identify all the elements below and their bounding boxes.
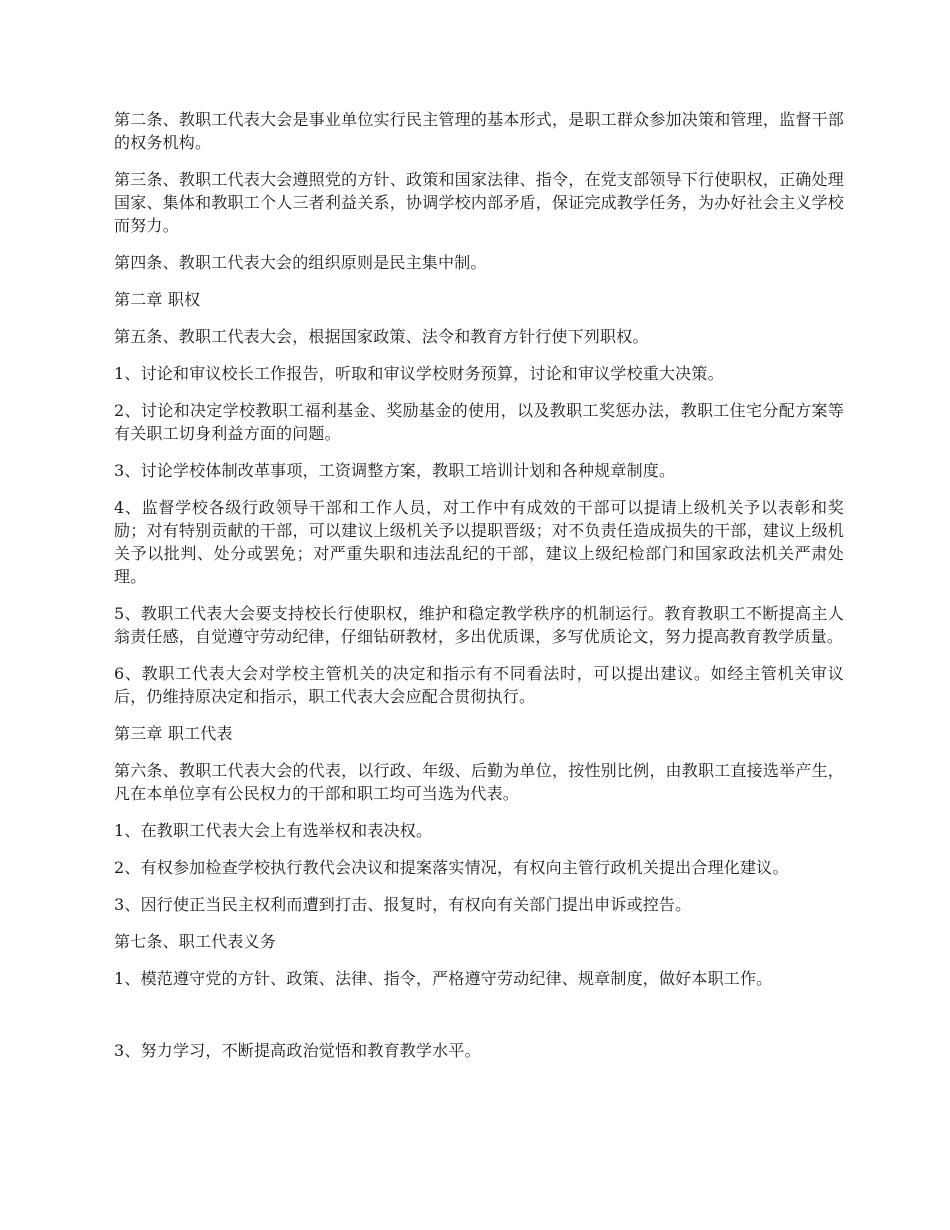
list-item: 2、有权参加检查学校执行教代会决议和提案落实情况，有权向主管行政机关提出合理化建议。 xyxy=(114,858,789,877)
paragraph-article-6: 第六条、教职工代表大会的代表，以行政、年级、后勤为单位，按性别比例，由教职工直接选举产生，凡在本单位享有公民权力的干部和职工均可当选为代表。 xyxy=(114,761,844,803)
list-item: 1、模范遵守党的方针、政策、法律、指令，严格遵守劳动纪律、规章制度，做好本职工作。 xyxy=(114,969,773,988)
list-item: 2、讨论和决定学校教职工福利基金、奖励基金的使用，以及教职工奖惩办法，教职工住宅分配方案等有关职工切身利益方面的问题。 xyxy=(114,401,844,443)
chapter-heading-3: 第三章 职工代表 xyxy=(114,724,233,743)
paragraph-article-2: 第二条、教职工代表大会是事业单位实行民主管理的基本形式，是职工群众参加决策和管理，监督干部的权务机构。 xyxy=(114,110,844,152)
list-item: 1、在教职工代表大会上有选举权和表决权。 xyxy=(114,821,433,840)
paragraph-article-5: 第五条、教职工代表大会，根据国家政策、法令和教育方针行使下列职权。 xyxy=(114,327,649,346)
list-item: 3、讨论学校体制改革事项，工资调整方案，教职工培训计划和各种规章制度。 xyxy=(114,461,676,480)
chapter-heading-2: 第二章 职权 xyxy=(114,290,201,309)
document-body xyxy=(114,108,844,1076)
paragraph-article-7: 第七条、职工代表义务 xyxy=(114,932,277,951)
list-item: 3、因行使正当民主权利而遭到打击、报复时，有权向有关部门提出申诉或控告。 xyxy=(114,895,692,914)
list-item: 1、讨论和审议校长工作报告，听取和审议学校财务预算，讨论和审议学校重大决策。 xyxy=(114,364,724,383)
paragraph-article-3: 第三条、教职工代表大会遵照党的方针、政策和国家法律、指令，在党支部领导下行使职权，正确处理国家、集体和教职工个人三者利益关系，协调学校内部矛盾，保证完成教学任务，为办好社会主义学校而努力。 xyxy=(114,170,844,235)
list-item: 5、教职工代表大会要支持校长行使职权，维护和稳定教学秩序的机制运行。教育教职工不断提高主人翁责任感，自觉遵守劳动纪律，仔细钻研教材，多出优质课，多写优质论文，努力提高教育教学质量。 xyxy=(114,604,844,646)
blank-gap xyxy=(114,1004,844,1039)
list-item: 4、监督学校各级行政领导干部和工作人员，对工作中有成效的干部可以提请上级机关予以表彰和奖励；对有特别贡献的干部，可以建议上级机关予以提职晋级；对不负责任造成损失的干部，建议上级机关予以批判、处分或罢免；对严重失职和违法乱纪的干部，建议上级纪检部门和国家政法机关严肃处理。 xyxy=(114,498,844,586)
paragraph-article-4: 第四条、教职工代表大会的组织原则是民主集中制。 xyxy=(114,253,487,272)
list-item: 3、努力学习，不断提高政治觉悟和教育教学水平。 xyxy=(114,1041,481,1060)
list-item: 6、教职工代表大会对学校主管机关的决定和指示有不同看法时，可以提出建议。如经主管机关审议后，仍维持原决定和指示，职工代表大会应配合贯彻执行。 xyxy=(114,664,844,706)
